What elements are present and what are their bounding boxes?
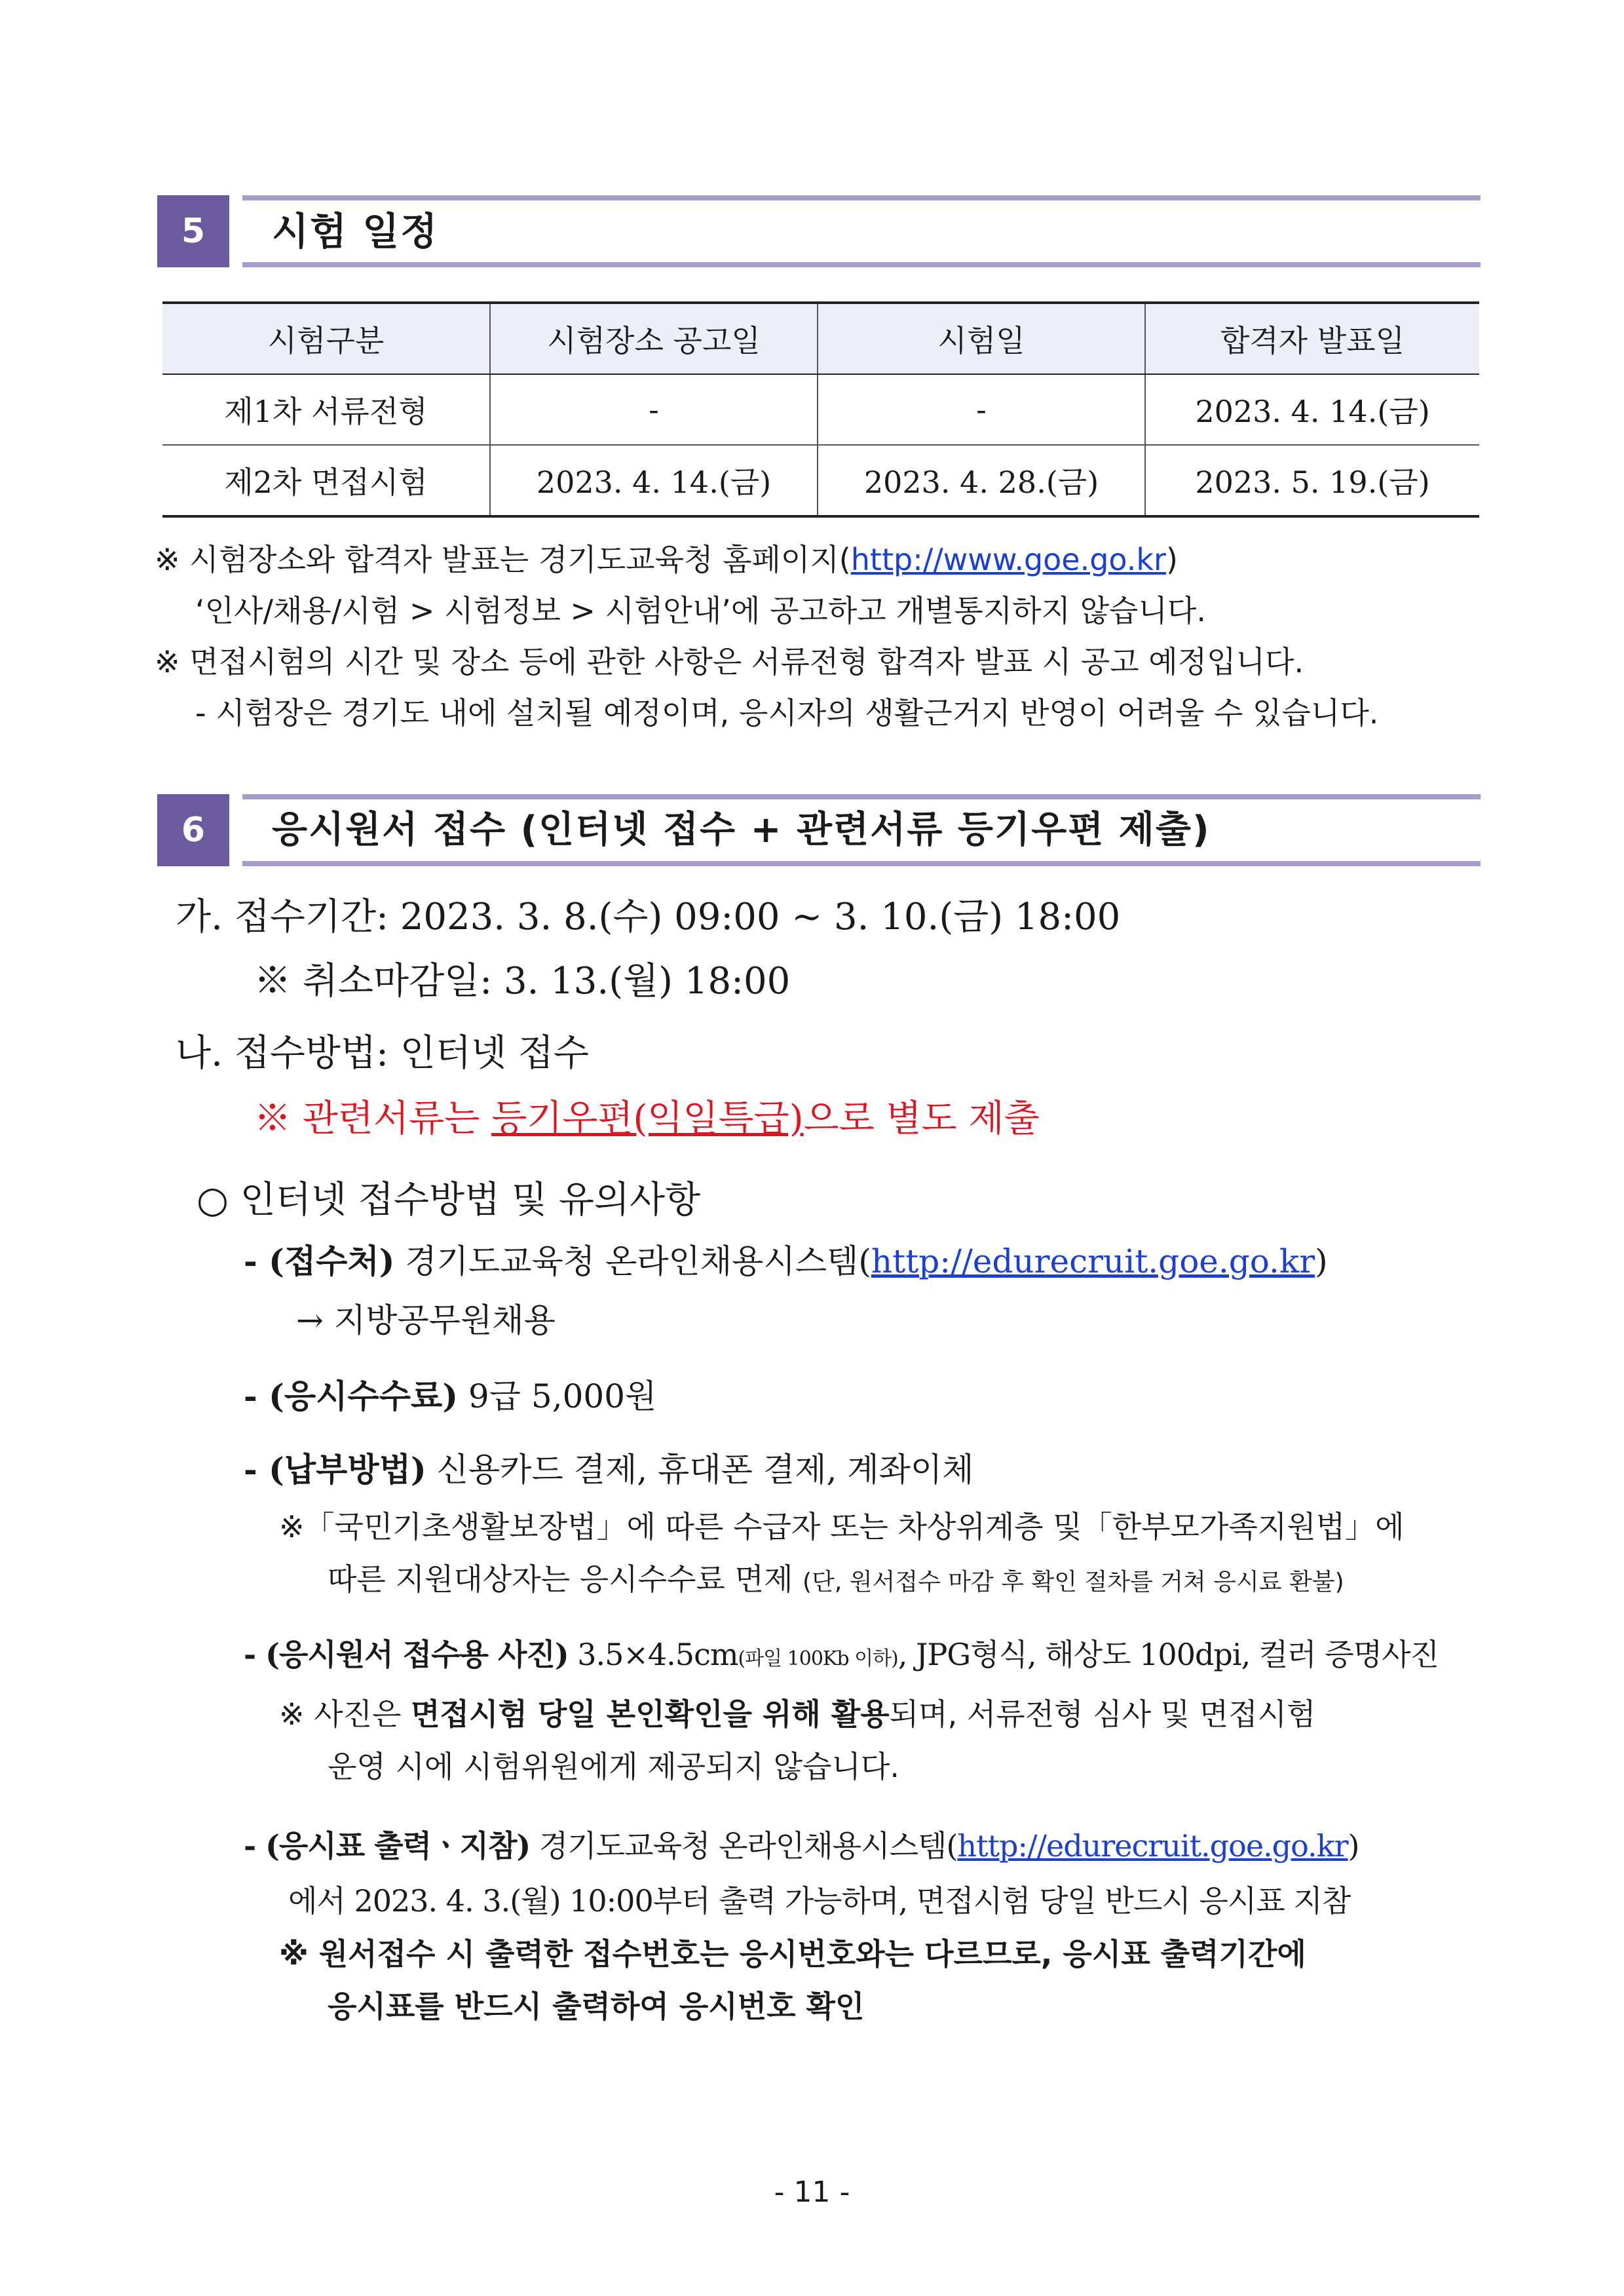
item-text: ) <box>1315 1242 1328 1280</box>
payment-method <box>244 1447 973 1493</box>
item-label: - (응시수수료) <box>244 1377 458 1415</box>
application-period: 가. 접수기간: 2023. 3. 8.(수) 09:00 ~ 3. 10.(금) 18:00 <box>176 896 1121 938</box>
note-venue-location: - 시험장은 경기도 내에 설치될 예정이며, 응시자의 생활근거지 반영이 어려울 수 있습니다. <box>195 695 1379 731</box>
application-site <box>244 1238 1328 1284</box>
photo-usage-note <box>279 1693 1316 1735</box>
recruit-system-link[interactable]: http://edurecruit.goe.go.kr <box>957 1828 1348 1864</box>
section-number-badge: 6 <box>157 794 229 866</box>
item-label: - (납부방법) <box>244 1450 426 1489</box>
divider <box>242 195 1481 201</box>
item-text: , JPG형식, 해상도 100dpi, 컬러 증명사진 <box>897 1637 1439 1672</box>
item-text: 9급 5,000원 <box>457 1377 657 1415</box>
note-text: ※ 사진은 <box>279 1696 411 1732</box>
divider <box>242 262 1481 267</box>
table-row <box>162 445 1479 516</box>
divider <box>242 794 1481 799</box>
internet-guide-heading: ○ 인터넷 접수방법 및 유의사항 <box>197 1179 701 1221</box>
photo-requirement <box>244 1632 1439 1682</box>
notice-emphasis: 등기우편(익일특급) <box>491 1098 804 1140</box>
note-venue-path: ‘인사/채용/시험 > 시험정보 > 시험안내’에 공고하고 개별통지하지 않습니다. <box>195 593 1206 628</box>
fee-exemption-note-cont <box>328 1558 1344 1603</box>
column-header: 시험구분 <box>162 303 490 374</box>
admission-ticket-cont: 에서 2023. 4. 3.(월) 10:00부터 출력 가능하며, 면접시험 당일 반드시 응시표 지참 <box>288 1883 1351 1919</box>
item-small-text: (파일 100Kb 이하) <box>738 1647 898 1670</box>
item-text: 3.5×4.5cm <box>568 1637 738 1672</box>
column-header: 합격자 발표일 <box>1145 303 1479 374</box>
table-cell: 2023. 5. 19.(금) <box>1145 445 1479 516</box>
item-text: 경기도교육청 온라인채용시스템( <box>394 1242 871 1280</box>
table-row <box>162 374 1479 445</box>
table-cell: 제1차 서류전형 <box>162 374 490 445</box>
column-header: 시험장소 공고일 <box>490 303 818 374</box>
ticket-number-warning-cont: 응시표를 반드시 출력하여 응시번호 확인 <box>328 1989 865 2024</box>
section-5-header <box>157 195 1481 267</box>
divider <box>242 861 1481 866</box>
note-text: 따른 지원대상자는 응시수수료 면제 <box>328 1561 803 1597</box>
item-text: ) <box>1348 1828 1359 1864</box>
table-cell: - <box>490 374 818 445</box>
application-site-menu: → 지방공무원채용 <box>296 1301 556 1339</box>
item-label: - (응시원서 접수용 사진) <box>244 1637 569 1672</box>
table-cell: 제2차 면접시험 <box>162 445 490 516</box>
note-emphasis: 면접시험 당일 본인확인을 위해 활용 <box>411 1696 890 1732</box>
application-fee <box>244 1373 656 1419</box>
mail-notice <box>254 1093 1040 1145</box>
ticket-number-warning: ※ 원서접수 시 출력한 접수번호는 응시번호와는 다르므로, 응시표 출력기간에 <box>279 1936 1306 1972</box>
section-number-badge: 5 <box>157 195 229 267</box>
table-header-row <box>162 303 1479 374</box>
admission-ticket <box>244 1823 1359 1869</box>
table-cell: 2023. 4. 28.(금) <box>818 445 1145 516</box>
note-text: ) <box>1165 542 1178 577</box>
item-text: 경기도교육청 온라인채용시스템( <box>530 1828 958 1864</box>
page-number: - 11 - <box>774 2175 850 2209</box>
item-text: 신용카드 결제, 휴대폰 결제, 계좌이체 <box>426 1451 974 1489</box>
photo-usage-note-cont: 운영 시에 시험위원에게 제공되지 않습니다. <box>328 1749 899 1784</box>
section-title: 응시원서 접수 (인터넷 접수 + 관련서류 등기우편 제출) <box>272 809 1211 851</box>
item-label: - (응시표 출력ㆍ지참) <box>244 1828 531 1864</box>
note-small-text: (단, 원서접수 마감 후 확인 절차를 거쳐 응시료 환불) <box>803 1569 1344 1596</box>
homepage-link[interactable]: http://www.goe.go.kr <box>850 542 1166 577</box>
note-interview-schedule: ※ 면접시험의 시간 및 장소 등에 관한 사항은 서류전형 합격자 발표 시 공고 예정입니다. <box>155 644 1304 679</box>
section-6-header <box>157 794 1481 866</box>
item-label: - (접수처) <box>244 1242 395 1280</box>
application-method: 나. 접수방법: 인터넷 접수 <box>176 1032 590 1075</box>
column-header: 시험일 <box>818 303 1145 374</box>
table-cell: 2023. 4. 14.(금) <box>1145 374 1479 445</box>
section-title: 시험 일정 <box>272 209 439 254</box>
note-text: ※ 시험장소와 합격자 발표는 경기도교육청 홈페이지( <box>155 542 851 577</box>
exam-schedule-table <box>162 301 1479 518</box>
notice-text: 으로 별도 제출 <box>803 1098 1040 1140</box>
note-venue-announcement <box>155 539 1178 581</box>
table-cell: - <box>818 374 1145 445</box>
notice-text: ※ 관련서류는 <box>254 1098 492 1140</box>
table-cell: 2023. 4. 14.(금) <box>490 445 818 516</box>
cancel-deadline: ※ 취소마감일: 3. 13.(월) 18:00 <box>254 960 791 1003</box>
note-text: 되며, 서류전형 심사 및 면접시험 <box>889 1696 1316 1732</box>
recruit-system-link[interactable]: http://edurecruit.goe.go.kr <box>871 1242 1315 1280</box>
fee-exemption-note: ※「국민기초생활보장법」에 따른 수급자 또는 차상위계층 및「한부모가족지원법」에 <box>279 1509 1405 1544</box>
